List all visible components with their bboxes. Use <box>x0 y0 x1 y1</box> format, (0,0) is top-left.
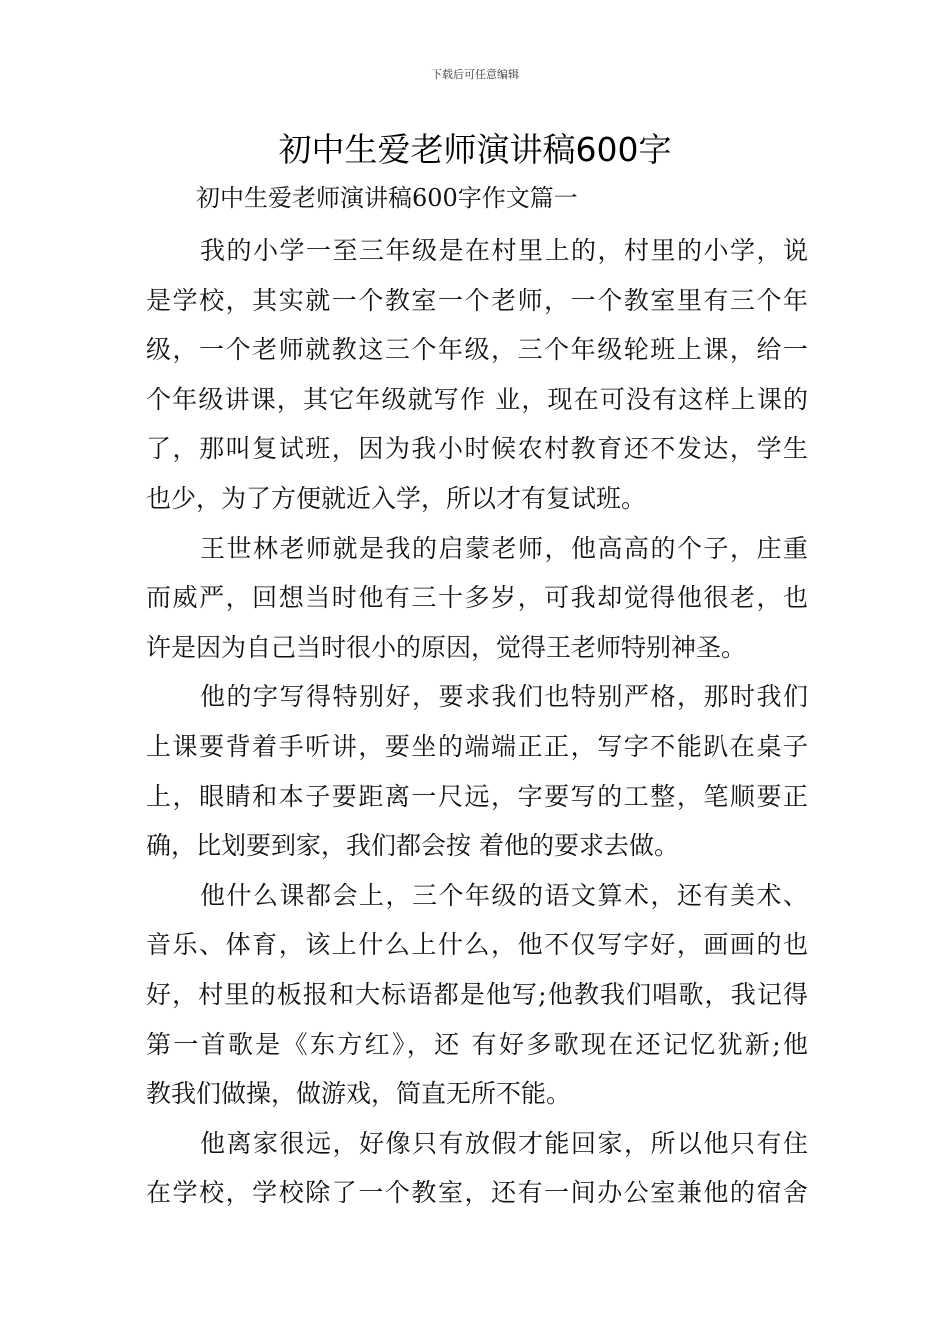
paragraph-line: 是学校，其实就一个教室一个老师，一个教室里有三个年 <box>146 285 808 315</box>
paragraph-line: 上，眼睛和本子要距离一尺远，字要写的工整，笔顺要正 <box>146 781 808 811</box>
paragraph-line: 他什么课都会上，三个年级的语文算术，还有美术、 <box>200 880 808 910</box>
paragraph-2 <box>146 524 808 673</box>
paragraph-line: 上课要背着手听讲，要坐的端端正正，写字不能趴在桌子 <box>146 731 808 761</box>
paragraph-5 <box>146 1119 808 1218</box>
paragraph-line: 第一首歌是《东方红》，还 有好多歌现在还记忆犹新;他 <box>146 1029 808 1059</box>
paragraph-1 <box>146 226 808 524</box>
paragraph-4 <box>146 871 808 1119</box>
document-body <box>146 226 808 1218</box>
paragraph-line: 音乐、体育，该上什么上什么，他不仅写字好，画画的也 <box>146 930 808 960</box>
header-note: 下载后可任意编辑 <box>431 68 519 81</box>
paragraph-line: 好，村里的板报和大标语都是他写;他教我们唱歌，我记得 <box>146 979 808 1009</box>
paragraph-line: 我的小学一至三年级是在村里上的，村里的小学，说 <box>200 236 808 265</box>
paragraph-line: 而威严，回想当时他有三十多岁，可我却觉得他很老，也 <box>146 583 808 613</box>
paragraph-line: 个年级讲课，其它年级就写作 业，现在可没有这样上课的 <box>146 384 808 414</box>
paragraph-line: 王世林老师就是我的启蒙老师，他高高的个子，庄重 <box>200 533 808 563</box>
paragraph-line: 他的字写得特别好，要求我们也特别严格，那时我们 <box>200 682 808 712</box>
paragraph-line: 确，比划要到家，我们都会按 着他的要求去做。 <box>146 831 679 861</box>
document-subtitle: 初中生爱老师演讲稿600字作文篇一 <box>196 184 578 212</box>
paragraph-line: 级，一个老师就教这三个年级，三个年级轮班上课，给一 <box>146 335 808 365</box>
paragraph-line: 教我们做操，做游戏，简直无所不能。 <box>146 1079 572 1109</box>
paragraph-line: 在学校，学校除了一个教室，还有一间办公室兼他的宿舍 <box>146 1178 808 1208</box>
document-title: 初中生爱老师演讲稿600字 <box>278 130 672 169</box>
paragraph-line: 许是因为自己当时很小的原因，觉得王老师特别神圣。 <box>146 632 747 662</box>
paragraph-line: 了，那叫复试班，因为我小时候农村教育还不发达，学生 <box>146 434 808 464</box>
paragraph-line: 也少，为了方便就近入学，所以才有复试班。 <box>146 483 647 513</box>
paragraph-3 <box>146 672 808 870</box>
paragraph-line: 他离家很远，好像只有放假才能回家，所以他只有住 <box>200 1128 808 1158</box>
